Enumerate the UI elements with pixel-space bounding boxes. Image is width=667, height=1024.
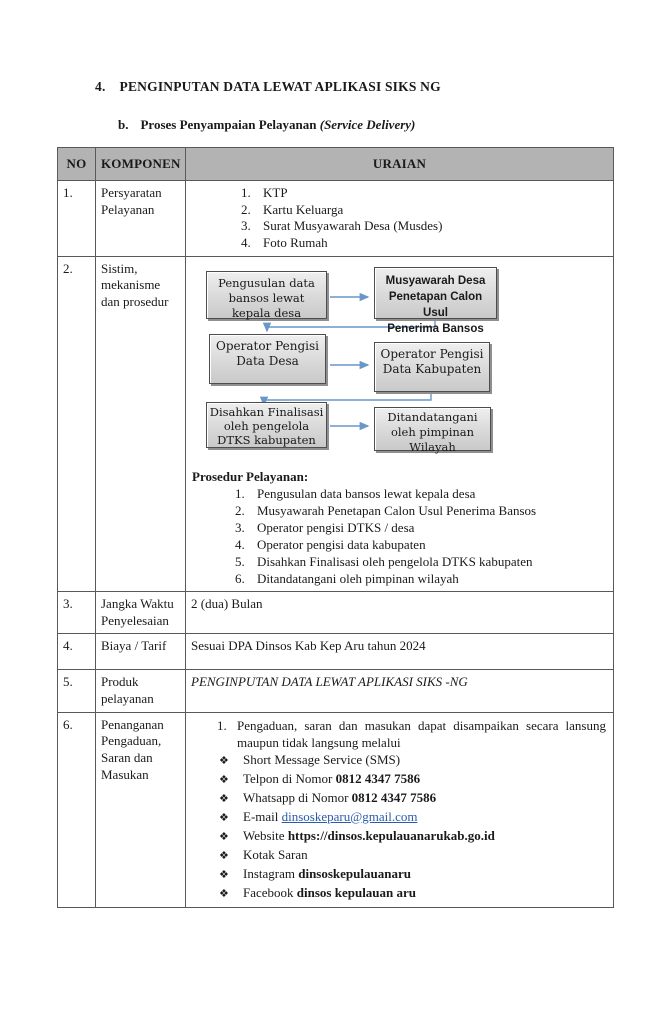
procedure-list xyxy=(235,485,608,587)
page-title xyxy=(95,79,441,95)
table-row xyxy=(58,712,614,907)
row6-komponen: Penanganan Pengaduan, Saran dan Masukan xyxy=(96,712,186,907)
diamond-bullet-icon: ❖ xyxy=(219,887,229,900)
row3-no: 3. xyxy=(58,592,96,634)
diamond-bullet-icon: ❖ xyxy=(219,830,229,843)
row1-uraian xyxy=(186,181,614,257)
subtitle-letter: b. xyxy=(118,117,129,132)
table-row xyxy=(58,634,614,670)
list-item: 4. Operator pengisi data kabupaten xyxy=(235,537,426,553)
complaint-channels-list xyxy=(191,751,608,903)
row1-no: 1. xyxy=(58,181,96,257)
flowchart-box-ditandatangani: Ditandatangani oleh pimpinan Wilayah xyxy=(374,407,491,451)
requirements-list xyxy=(241,185,608,252)
row3-uraian: 2 (dua) Bulan xyxy=(186,592,614,634)
row2-no: 2. xyxy=(58,256,96,592)
title-text: PENGINPUTAN DATA LEWAT APLIKASI SIKS NG xyxy=(119,79,441,94)
flowchart-box-operator-kabupaten: Operator Pengisi Data Kabupaten xyxy=(374,342,490,392)
table-row xyxy=(58,181,614,257)
table-header-row xyxy=(58,148,614,181)
diamond-bullet-icon: ❖ xyxy=(219,773,229,786)
list-item: 4. Foto Rumah xyxy=(241,234,328,250)
channel-item-instagram: ❖ Instagram dinsoskepulauanaru xyxy=(219,865,608,884)
row4-no: 4. xyxy=(58,634,96,670)
flowchart-box-operator-desa: Operator Pengisi Data Desa xyxy=(209,334,326,384)
page-subtitle xyxy=(118,117,415,133)
table-row xyxy=(58,592,614,634)
row2-uraian xyxy=(186,256,614,592)
header-uraian: URAIAN xyxy=(186,148,614,181)
row6-no: 6. xyxy=(58,712,96,907)
flowchart-box-pengusulan: Pengusulan data bansos lewat kepala desa xyxy=(206,271,327,319)
diamond-bullet-icon: ❖ xyxy=(219,792,229,805)
channel-item-phone: ❖ Telpon di Nomor 0812 4347 7586 xyxy=(219,770,608,789)
row1-komponen: Persyaratan Pelayanan xyxy=(96,181,186,257)
flowchart-box-disahkan: Disahkan Finalisasi oleh pengelola DTKS kabupaten xyxy=(206,402,327,448)
diamond-bullet-icon: ❖ xyxy=(219,811,229,824)
subtitle-text: Proses Penyampaian Pelayanan xyxy=(140,117,317,132)
list-item: 1. KTP xyxy=(241,185,288,200)
flowchart-box-musyawarah: Musyawarah Desa Penetapan Calon Usul Penerima Bansos xyxy=(374,267,497,319)
row5-komponen: Produk pelayanan xyxy=(96,670,186,712)
procedure-flowchart xyxy=(191,261,608,461)
list-item: 3. Surat Musyawarah Desa (Musdes) xyxy=(241,218,443,234)
channel-item-facebook: ❖ Facebook dinsos kepulauan aru xyxy=(219,884,608,903)
channel-item-website: ❖ Website https://dinsos.kepulauanarukab.go.id xyxy=(219,827,608,846)
row6-uraian xyxy=(186,712,614,907)
subtitle-italic: (Service Delivery) xyxy=(319,117,416,132)
row5-uraian: PENGINPUTAN DATA LEWAT APLIKASI SIKS -NG xyxy=(186,670,614,712)
header-komponen: KOMPONEN xyxy=(96,148,186,181)
row3-komponen: Jangka Waktu Penyelesaian xyxy=(96,592,186,634)
list-item: 5. Disahkan Finalisasi oleh pengelola DTKS kabupaten xyxy=(235,554,533,570)
diamond-bullet-icon: ❖ xyxy=(219,849,229,862)
channel-item-sms: ❖ Short Message Service (SMS) xyxy=(219,751,608,770)
list-item: 2. Musyawarah Penetapan Calon Usul Penerima Bansos xyxy=(235,503,537,519)
table-row xyxy=(58,256,614,592)
service-delivery-table xyxy=(57,147,614,908)
row5-no: 5. xyxy=(58,670,96,712)
complaint-intro: 1. Pengaduan, saran dan masukan dapat disampaikan secara lansung maupun tidak langsung melalui xyxy=(217,717,606,750)
list-item: 1. Pengusulan data bansos lewat kepala desa xyxy=(235,486,476,502)
channel-item-whatsapp: ❖ Whatsapp di Nomor 0812 4347 7586 xyxy=(219,789,608,808)
list-item: 3. Operator pengisi DTKS / desa xyxy=(235,520,415,536)
diamond-bullet-icon: ❖ xyxy=(219,754,229,767)
header-no: NO xyxy=(58,148,96,181)
email-link[interactable]: dinsoskeparu@gmail.com xyxy=(281,808,418,824)
row4-uraian: Sesuai DPA Dinsos Kab Kep Aru tahun 2024 xyxy=(186,634,614,670)
list-item: 6. Ditandatangani oleh pimpinan wilayah xyxy=(235,571,459,587)
procedure-heading: Prosedur Pelayanan: xyxy=(192,468,309,484)
list-item: 2. Kartu Keluarga xyxy=(241,201,344,217)
channel-item-kotak-saran: ❖ Kotak Saran xyxy=(219,846,608,865)
table-row xyxy=(58,670,614,712)
row4-komponen: Biaya / Tarif xyxy=(96,634,186,670)
row2-komponen: Sistim, mekanisme dan prosedur xyxy=(96,256,186,592)
title-number: 4. xyxy=(95,79,106,94)
channel-item-email: ❖ E-mail dinsoskeparu@gmail.com xyxy=(219,808,608,827)
diamond-bullet-icon: ❖ xyxy=(219,868,229,881)
